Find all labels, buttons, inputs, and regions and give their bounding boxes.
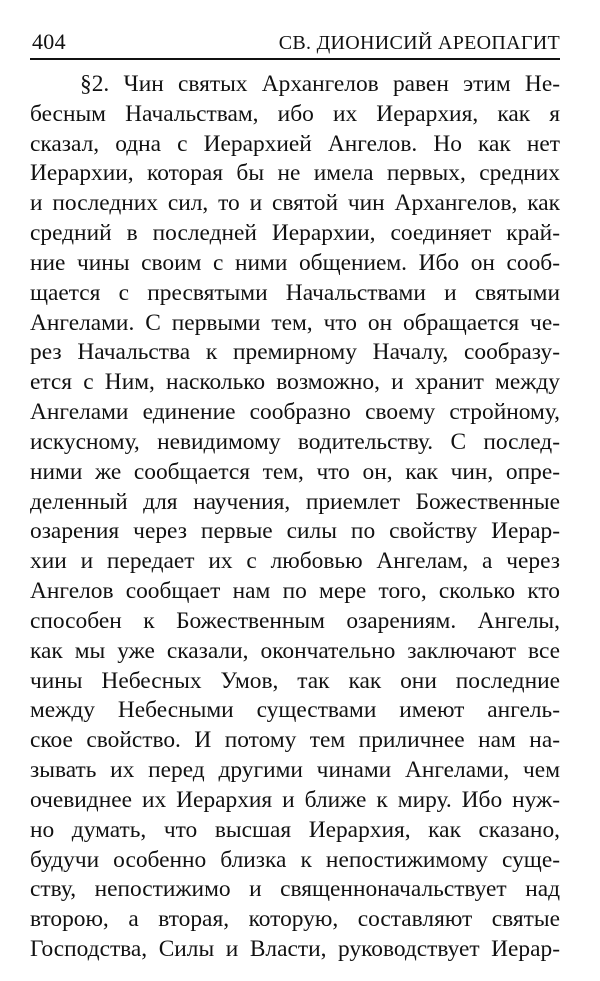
text-line: ское свойство. И потому тем приличнее нам на-	[30, 727, 560, 754]
text-line: Ангелами. С первыми тем, что он обращается че-	[30, 309, 560, 336]
text-line: способен к Божественным озарениям. Ангелы,	[30, 607, 560, 634]
text-line: средний в последней Иерархии, соединяет край-	[30, 220, 560, 247]
text-line: щается с пресвятыми Начальствами и святыми	[30, 279, 560, 306]
text-line: рез Начальства к премирному Началу, сообразу-	[30, 339, 560, 366]
text-line: озарения через первые силы по свойству Иерар-	[30, 518, 560, 545]
text-line: хии и передает их с любовью Ангелам, а через	[30, 548, 560, 575]
text-line: Господства, Силы и Власти, руководствует Иерар-	[30, 936, 560, 963]
text-line: между Небесными существами имеют ангель-	[30, 697, 560, 724]
text-line: ними же сообщается тем, что он, как чин, опре-	[30, 458, 560, 485]
text-line: §2. Чин святых Архангелов равен этим Не-	[80, 71, 560, 97]
text-line: Иерархии, которая бы не имела первых, средних	[30, 160, 560, 187]
text-line: деленный для научения, приемлет Божественные	[30, 488, 560, 515]
text-line: Ангелами единение сообразно своему стройному,	[30, 399, 560, 426]
text-line: второю, а вторая, которую, составляют святые	[30, 906, 560, 933]
text-line: но думать, что высшая Иерархия, как сказано,	[30, 816, 560, 843]
text-line: ние чины своим с ними общением. Ибо он сооб-	[30, 249, 560, 276]
text-line: чины Небесных Умов, так как они последние	[30, 667, 560, 694]
text-line: бесным Начальствам, ибо их Иерархия, как я	[30, 100, 560, 127]
text-line: зывать их перед другими чинами Ангелами, чем	[30, 757, 560, 784]
body-text	[30, 70, 560, 965]
text-line: искусному, невидимому водительству. С послед-	[30, 428, 560, 455]
running-title: СВ. ДИОНИСИЙ АРЕОПАГИТ	[278, 32, 560, 54]
page-number: 404	[32, 29, 66, 54]
text-line: будучи особенно близка к непостижимому суще-	[30, 846, 560, 873]
text-line: сказал, одна с Иерархией Ангелов. Но как нет	[30, 130, 560, 157]
text-line: как мы уже сказали, окончательно заключают все	[30, 637, 560, 664]
page-header	[30, 28, 560, 60]
text-line: Ангелов сообщает нам по мере того, сколько кто	[30, 578, 560, 605]
text-line: и последних сил, то и святой чин Архангелов, как	[30, 190, 560, 217]
text-line: очевиднее их Иерархия и ближе к миру. Ибо нуж-	[30, 786, 560, 813]
text-line: ству, непостижимо и священноначальствует над	[30, 876, 560, 903]
text-line: ется с Ним, насколько возможно, и хранит между	[30, 369, 560, 396]
